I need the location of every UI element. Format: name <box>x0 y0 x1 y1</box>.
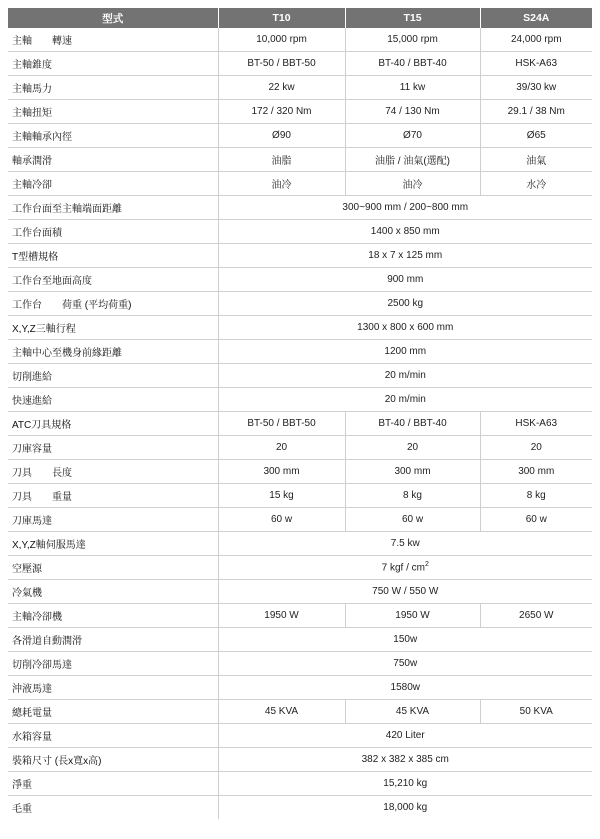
header-model: 型式 <box>8 8 218 28</box>
spec-value-text: 15,210 kg <box>383 778 428 789</box>
table-row <box>8 244 592 268</box>
table-row <box>8 748 592 772</box>
spec-value: 45 KVA <box>345 700 480 724</box>
spec-label: 工作台至地面高度 <box>8 268 218 292</box>
spec-value: 50 KVA <box>480 700 592 724</box>
spec-value: 20 <box>218 436 345 460</box>
spec-value-text: 18,000 kg <box>383 802 428 813</box>
spec-value: 60 w <box>345 508 480 532</box>
spec-label: 刀具 重量 <box>8 484 218 508</box>
spec-label: 主軸錐度 <box>8 52 218 76</box>
spec-value-merged <box>218 724 592 748</box>
spec-value: 1950 W <box>218 604 345 628</box>
spec-label: 切削冷卻馬達 <box>8 652 218 676</box>
table-row <box>8 172 592 196</box>
spec-label: X,Y,Z三軸行程 <box>8 316 218 340</box>
spec-value: 油脂 / 油氣(選配) <box>345 148 480 172</box>
spec-label: 總耗電量 <box>8 700 218 724</box>
spec-value-merged <box>218 748 592 772</box>
spec-value: 39/30 kw <box>480 76 592 100</box>
table-row <box>8 268 592 292</box>
spec-value-merged <box>218 196 592 220</box>
spec-value: 油脂 <box>218 148 345 172</box>
spec-label: 刀具 長度 <box>8 460 218 484</box>
spec-label: 主軸馬力 <box>8 76 218 100</box>
spec-value: HSK-A63 <box>480 412 592 436</box>
spec-value: 172 / 320 Nm <box>218 100 345 124</box>
table-row <box>8 484 592 508</box>
table-row <box>8 148 592 172</box>
table-row <box>8 28 592 52</box>
spec-value: BT-50 / BBT-50 <box>218 52 345 76</box>
table-row <box>8 580 592 604</box>
spec-value-merged <box>218 388 592 412</box>
spec-value-merged <box>218 676 592 700</box>
spec-label: 快速進給 <box>8 388 218 412</box>
spec-value: HSK-A63 <box>480 52 592 76</box>
spec-value-merged <box>218 772 592 796</box>
table-row <box>8 604 592 628</box>
spec-value: Ø65 <box>480 124 592 148</box>
table-row <box>8 796 592 820</box>
spec-value: 20 <box>345 436 480 460</box>
spec-value: 11 kw <box>345 76 480 100</box>
spec-value: 300 mm <box>480 460 592 484</box>
spec-value-text: 1580w <box>390 682 420 693</box>
table-row <box>8 196 592 220</box>
spec-value: 22 kw <box>218 76 345 100</box>
spec-value: 300 mm <box>345 460 480 484</box>
table-row <box>8 700 592 724</box>
spec-label: 主軸冷卻機 <box>8 604 218 628</box>
spec-value: 15 kg <box>218 484 345 508</box>
spec-value-text: 1300 x 800 x 600 mm <box>357 322 454 333</box>
spec-value-text: 382 x 382 x 385 cm <box>361 754 449 765</box>
table-row <box>8 340 592 364</box>
header-s24a: S24A <box>480 8 592 28</box>
spec-value-text: 1200 mm <box>384 346 427 357</box>
spec-label: 軸承潤滑 <box>8 148 218 172</box>
spec-value: 45 KVA <box>218 700 345 724</box>
table-row <box>8 364 592 388</box>
spec-value-merged <box>218 292 592 316</box>
spec-value-text: 18 x 7 x 125 mm <box>368 250 443 261</box>
spec-label: 冷氣機 <box>8 580 218 604</box>
spec-value-text: 1400 x 850 mm <box>370 226 440 237</box>
header-t10: T10 <box>218 8 345 28</box>
spec-label: 切削進給 <box>8 364 218 388</box>
spec-table <box>8 8 592 819</box>
spec-value-text: 20 m/min <box>384 370 426 381</box>
spec-label: 裝箱尺寸 (長x寬x高) <box>8 748 218 772</box>
table-row <box>8 52 592 76</box>
spec-value-merged <box>218 364 592 388</box>
spec-value-text: 750w <box>393 658 418 669</box>
spec-value-merged <box>218 652 592 676</box>
spec-label: 工作台面至主軸端面距離 <box>8 196 218 220</box>
table-row <box>8 292 592 316</box>
spec-value: 24,000 rpm <box>480 28 592 52</box>
spec-body <box>8 28 592 819</box>
spec-value: 29.1 / 38 Nm <box>480 100 592 124</box>
spec-label: 主軸中心至機身前緣距離 <box>8 340 218 364</box>
spec-value-text: 300~900 mm / 200~800 mm <box>342 202 469 213</box>
spec-value-merged <box>218 244 592 268</box>
spec-value-text: 2500 kg <box>387 298 424 309</box>
table-row <box>8 100 592 124</box>
spec-value-merged <box>218 628 592 652</box>
table-row <box>8 388 592 412</box>
spec-value: 15,000 rpm <box>345 28 480 52</box>
table-row <box>8 460 592 484</box>
table-row <box>8 508 592 532</box>
spec-label: 主軸冷卻 <box>8 172 218 196</box>
spec-value: 油冷 <box>345 172 480 196</box>
table-row <box>8 316 592 340</box>
spec-value-merged <box>218 796 592 820</box>
spec-label: ATC刀具規格 <box>8 412 218 436</box>
spec-value: 8 kg <box>480 484 592 508</box>
spec-value: 60 w <box>480 508 592 532</box>
spec-value: 1950 W <box>345 604 480 628</box>
spec-label: 主軸 轉速 <box>8 28 218 52</box>
spec-value: BT-40 / BBT-40 <box>345 52 480 76</box>
table-row <box>8 628 592 652</box>
spec-value-text: 20 m/min <box>384 394 426 405</box>
spec-value-merged <box>218 340 592 364</box>
spec-value: 60 w <box>218 508 345 532</box>
table-row <box>8 76 592 100</box>
spec-value: BT-50 / BBT-50 <box>218 412 345 436</box>
spec-value: 74 / 130 Nm <box>345 100 480 124</box>
spec-value: BT-40 / BBT-40 <box>345 412 480 436</box>
spec-value-merged <box>218 268 592 292</box>
spec-label: 淨重 <box>8 772 218 796</box>
table-row <box>8 532 592 556</box>
spec-label: 工作台 荷重 (平均荷重) <box>8 292 218 316</box>
spec-label: T型槽規格 <box>8 244 218 268</box>
spec-value: Ø70 <box>345 124 480 148</box>
spec-label: 毛重 <box>8 796 218 820</box>
header-row <box>8 8 592 28</box>
table-row <box>8 652 592 676</box>
spec-label: 主軸軸承內徑 <box>8 124 218 148</box>
table-row <box>8 772 592 796</box>
spec-value: 8 kg <box>345 484 480 508</box>
spec-value-text: 420 Liter <box>385 730 425 741</box>
spec-value-merged <box>218 532 592 556</box>
table-row <box>8 436 592 460</box>
spec-value-text: 150w <box>393 634 418 645</box>
spec-value-text: 750 W / 550 W <box>372 586 439 597</box>
spec-label: 水箱容量 <box>8 724 218 748</box>
spec-label: X,Y,Z軸伺服馬達 <box>8 532 218 556</box>
table-row <box>8 724 592 748</box>
spec-value: 10,000 rpm <box>218 28 345 52</box>
spec-value: 油氣 <box>480 148 592 172</box>
header-t15: T15 <box>345 8 480 28</box>
spec-label: 工作台面積 <box>8 220 218 244</box>
table-row <box>8 220 592 244</box>
spec-label: 沖液馬達 <box>8 676 218 700</box>
spec-label: 空壓源 <box>8 556 218 580</box>
spec-label: 各滑道自動潤滑 <box>8 628 218 652</box>
spec-value-text: 900 mm <box>387 274 424 285</box>
spec-value: 2650 W <box>480 604 592 628</box>
spec-value: Ø90 <box>218 124 345 148</box>
unit-superscript: 2 <box>424 561 429 569</box>
table-row <box>8 556 592 580</box>
spec-value: 水冷 <box>480 172 592 196</box>
spec-value-merged <box>218 316 592 340</box>
spec-label: 刀庫馬達 <box>8 508 218 532</box>
spec-label: 刀庫容量 <box>8 436 218 460</box>
table-row <box>8 412 592 436</box>
spec-value-text: 7 kgf / cm <box>381 562 425 574</box>
spec-value: 油冷 <box>218 172 345 196</box>
spec-label: 主軸扭矩 <box>8 100 218 124</box>
spec-value: 20 <box>480 436 592 460</box>
spec-value-merged <box>218 556 592 580</box>
spec-value-text: 7.5 kw <box>390 538 420 549</box>
spec-value: 300 mm <box>218 460 345 484</box>
spec-value-merged <box>218 220 592 244</box>
table-row <box>8 124 592 148</box>
table-row <box>8 676 592 700</box>
spec-value-merged <box>218 580 592 604</box>
